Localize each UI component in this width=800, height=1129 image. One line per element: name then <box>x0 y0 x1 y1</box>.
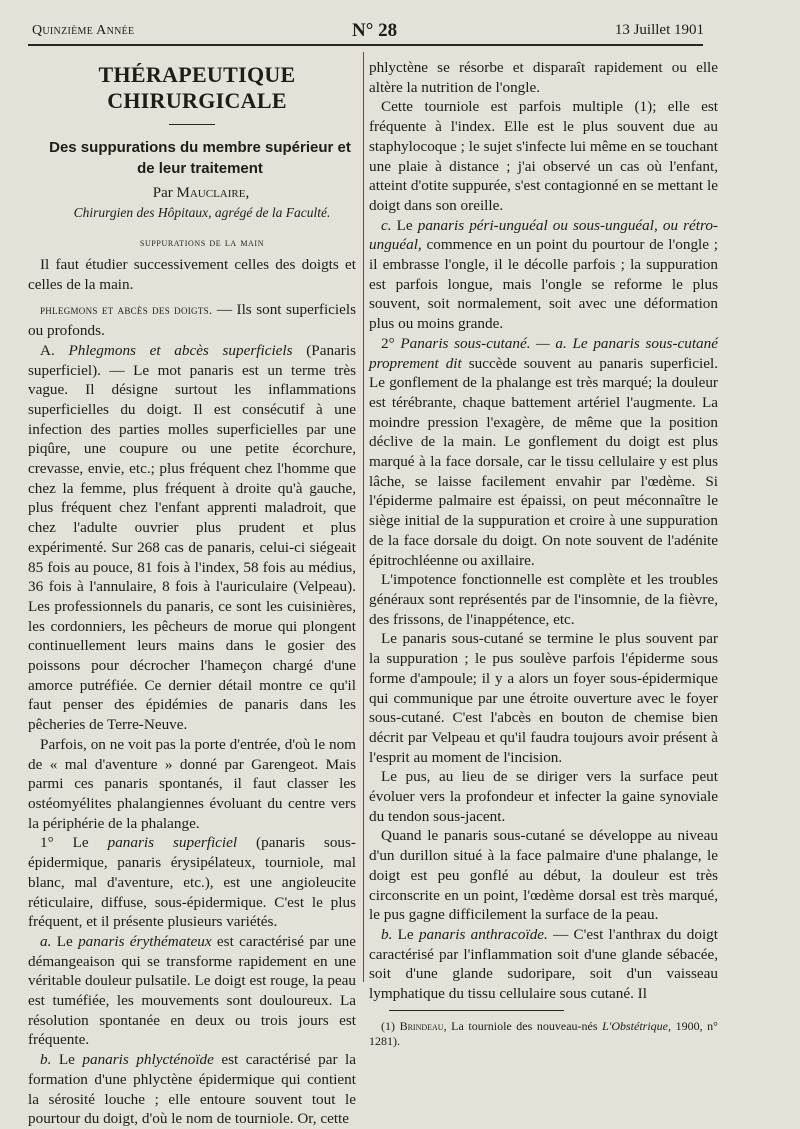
header-date: 13 Juillet 1901 <box>614 22 704 38</box>
author-name: Mauclaire, <box>176 185 250 201</box>
paragraph: Le panaris sous-cutané se termine le plus souvent par la suppuration ; le pus soulève parfois l'épiderme sous forme d'ampoule; il y a alors un foyer sous-épidermique qui communique par une étroite ouverture avec le foyer sous-cutané. C'est l'abcès en bouton de chemise bien décrit par Velpeau et qu'il faudra toujours avoir présent à l'esprit au moment de l'incision. <box>369 630 718 766</box>
footnote: (1) Brindeau, La tourniole des nouveau-nés L'Obstétrique, 1900, n° 1281). <box>369 1018 718 1048</box>
header-year: Quinzième Année <box>32 23 135 38</box>
column-divider <box>363 52 364 982</box>
section-title: THÉRAPEUTIQUE CHIRURGICALE <box>98 62 296 113</box>
running-header <box>32 20 704 42</box>
author-affiliation: Chirurgien des Hôpitaux, agrégé de la Faculté. <box>73 205 331 220</box>
paragraph: L'impotence fonctionnelle est complète et les troubles généraux sont représentés par de l'insomnie, de la fièvre, des frissons, de l'inappétence, etc. <box>369 571 718 628</box>
left-column <box>28 58 356 1129</box>
paragraph: 1° Le panaris superficiel (panaris sous-épidermique, panaris érysipélateux, tourniole, mal blanc, mal d'aventure, etc.), est une angioleucite réticulaire, diffuse, sous-épidermique. C'est le plus fréquent, et il présente plusieurs variétés. <box>28 834 356 931</box>
paragraph: Le pus, au lieu de se diriger vers la surface peut évoluer vers la profondeur et infecter la gaine synoviale du tendon sous-jacent. <box>369 768 718 825</box>
run-in-heading: phlegmons et abcès des doigts. <box>40 303 213 318</box>
article-title: Des suppurations du membre supérieur et de leur traitement <box>49 139 351 177</box>
paragraph: a. Le panaris érythémateux est caractérisé par une démangeaison qui se transforme rapidement en une véritable douleur pulsatile. Le doigt est rouge, la peau est tuméfiée, les mouvements sont douloureux. La résolution spontanée en deux ou trois jours est fréquente. <box>28 932 356 1049</box>
section-heading: suppurations de la main <box>139 235 265 249</box>
header-issue-number: N° 28 <box>352 20 398 41</box>
paragraph: Il faut étudier successivement celles des doigts et celles de la main. <box>28 256 356 293</box>
paragraph: phlegmons et abcès des doigts. — Ils sont superficiels ou profonds. <box>28 301 356 340</box>
paragraph: b. Le panaris anthracoïde. — C'est l'anthrax du doigt caractérisé par l'inflammation soit d'une glande sébacée, soit d'une glande sudoripare, soit d'un vaisseau lymphatique du tissu cellulaire sous cutané. Il <box>369 925 718 1003</box>
paragraph: phlyctène se résorbe et disparaît rapidement ou elle altère la nutrition de l'ongle. <box>369 59 718 96</box>
author-line <box>46 185 356 202</box>
author-prefix: Par <box>152 185 173 201</box>
paragraph: b. Le panaris phlycténoïde est caractérisé par la formation d'une phlyctène épidermique qui contient la sérosité louche ; elle entoure souvent tout le pourtour du doigt, d'où le nom de tourniole. Or, cette <box>28 1051 356 1128</box>
paragraph: A. Phlegmons et abcès superficiels (Panaris superficiel). — Le mot panaris est un terme très vague. Il désigne surtout les inflammations superficielles du doigt. Il est consécutif à une infection des parties molles superficielles par une piqûre, une coupure ou une petite écorchure, crevasse, envie, etc.; plus fréquent chez l'homme que chez la femme, plus fréquent à droite qu'à gauche, plus fréquent chez l'enfant apprenti maladroit, que chez l'adulte ouvrier plus prudent et plus expérimenté. Sur 268 cas de panaris, celui-ci siégeait 85 fois au pouce, 81 fois à l'index, 58 fois au médius, 36 fois à l'annulaire, 8 fois à l'auriculaire (Velpeau). Les professionnels du panaris, ce sont les cuisinières, les cordonniers, les pêcheurs de morue qui plongent continuellement leurs mains dans le gosier des poissons pour décrocher l'hameçon chargé d'une amorce putréfiée. Ce dernier détail montre ce qu'il faut penser des épidémies de panaris dans les pêcheries de Terre-Neuve. <box>28 341 356 734</box>
paragraph: Parfois, on ne voit pas la porte d'entrée, d'où le nom de « mal d'aventure » donné par Garengeot. Mais parmi ces panaris spontanés, il faut classer les ostéomyélites phalangiennes évoluant du centre vers la périphérie de la phalange. <box>28 735 356 832</box>
right-column <box>369 58 718 1049</box>
paragraph: c. Le panaris péri-unguéal ou sous-unguéal, ou rétro-unguéal, commence en un point du pourtour de l'ongle ; il embrasse l'ongle, il le décolle parfois ; la suppuration est parfois longue, mais l'ongle se reforme le plus souvent, soit normalement, soit avec une déformation plus ou moins grande. <box>369 216 718 333</box>
paragraph: Quand le panaris sous-cutané se développe au niveau d'un durillon situé à la face palmaire d'une phalange, le doigt est peu gonflé au début, la douleur est très circonscrite en un point, l'œdème dorsal est très marqué, le pus gagne difficilement la surface de la peau. <box>369 827 718 924</box>
paragraph: Cette tourniole est parfois multiple (1); elle est fréquente à l'index. Elle est le plus souvent due au staphylocoque ; le sujet s'infecte lui même en se touchant une plaie à distance ; j'ai observé un cas où l'enfant, atteint d'otite suppurée, s'est contagionné en se mettant le doigt dans son oreille. <box>369 98 718 214</box>
title-divider <box>169 124 215 125</box>
header-rule <box>28 44 703 46</box>
paragraph: 2° Panaris sous-cutané. — a. Le panaris sous-cutané proprement dit succède souvent au panaris superficiel. Le gonflement de la phalange est très marqué; la douleur est térébrante, chaque battement artériel l'augmente. La moindre pression l'exagère, de même que la position déclive de la main. Le gonflement du doigt est plus marqué à la face dorsale, car le tissu cellulaire y est plus lâche, se laisse facilement envahir par l'œdème. Si l'épiderme palmaire est épaissi, on peut méconnaître le siège initial de la suppuration et croire à une suppuration de la face dorsale du doigt. On note souvent de l'adénite épitrochléenne ou axillaire. <box>369 334 718 569</box>
footnote-rule <box>389 1010 564 1011</box>
